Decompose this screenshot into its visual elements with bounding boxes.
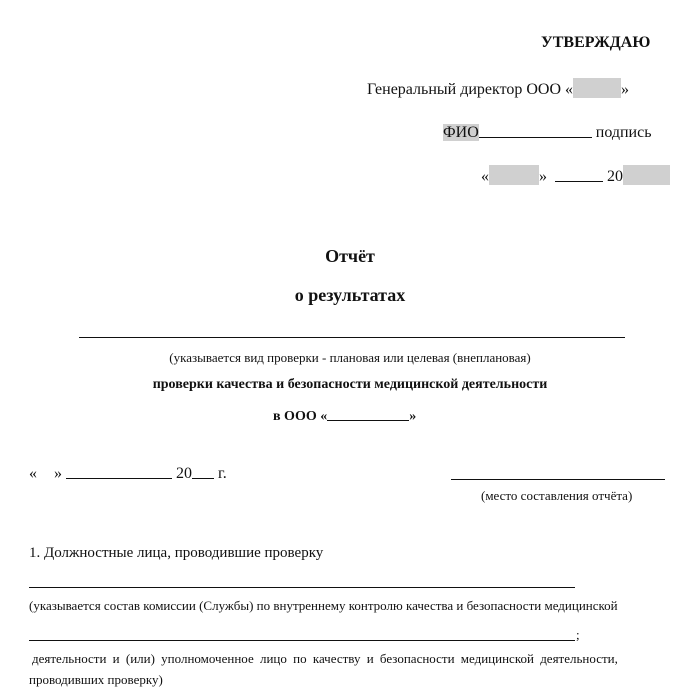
org-prefix: в ООО « xyxy=(273,409,328,424)
director-label: Генеральный директор ООО « xyxy=(367,81,574,98)
fio-line xyxy=(443,121,652,142)
approval-date-line xyxy=(481,165,670,186)
report-month-blank[interactable] xyxy=(66,462,172,479)
report-date-close: » xyxy=(54,465,62,482)
approval-month-blank[interactable] xyxy=(555,165,603,182)
org-name-redaction xyxy=(573,78,621,98)
fio-blank[interactable] xyxy=(479,121,592,138)
report-year-prefix: 20 xyxy=(176,465,192,482)
fio-label: ФИО xyxy=(443,124,479,141)
commission-note-2: деятельности и (или) уполномоченное лицо по качеству и безопасности медицинской деятельности, xyxy=(32,651,618,666)
approval-title: УТВЕРЖДАЮ xyxy=(541,34,651,51)
approval-date-open: « xyxy=(481,168,489,185)
commission-note-1: (указывается состав комиссии (Службы) по внутреннему контролю качества и безопасности медицинской xyxy=(29,598,618,613)
org-line xyxy=(273,406,416,425)
commission-blank-2[interactable] xyxy=(29,640,575,641)
report-date-line xyxy=(29,462,227,483)
org-name-blank[interactable] xyxy=(327,406,409,421)
place-blank[interactable] xyxy=(451,479,665,480)
report-date-open: « xyxy=(29,465,37,482)
report-year-blank[interactable] xyxy=(192,462,214,479)
org-close: » xyxy=(409,409,417,424)
report-title: Отчёт xyxy=(325,246,375,266)
director-close-quote: » xyxy=(621,81,630,98)
check-type-blank[interactable] xyxy=(79,337,625,338)
check-type-note: (указывается вид проверки - плановая или целевая (внеплановая) xyxy=(169,350,531,365)
report-year-suffix: г. xyxy=(218,465,227,482)
section1-title: 1. Должностные лица, проводившие проверку xyxy=(29,545,324,561)
approval-day-redaction xyxy=(489,165,539,185)
report-subject: проверки качества и безопасности медицинской деятельности xyxy=(152,377,548,392)
commission-semicolon: ; xyxy=(576,627,580,642)
place-note: (место составления отчёта) xyxy=(481,488,633,503)
director-line xyxy=(367,78,629,99)
approval-date-close: » xyxy=(539,168,547,185)
commission-note-3: проводивших проверку) xyxy=(29,672,163,687)
signature-label: подпись xyxy=(595,124,652,141)
approval-year-redaction xyxy=(623,165,670,185)
approval-year-prefix: 20 xyxy=(607,168,623,185)
report-subtitle: о результатах xyxy=(294,285,406,305)
commission-blank-1[interactable] xyxy=(29,587,575,588)
